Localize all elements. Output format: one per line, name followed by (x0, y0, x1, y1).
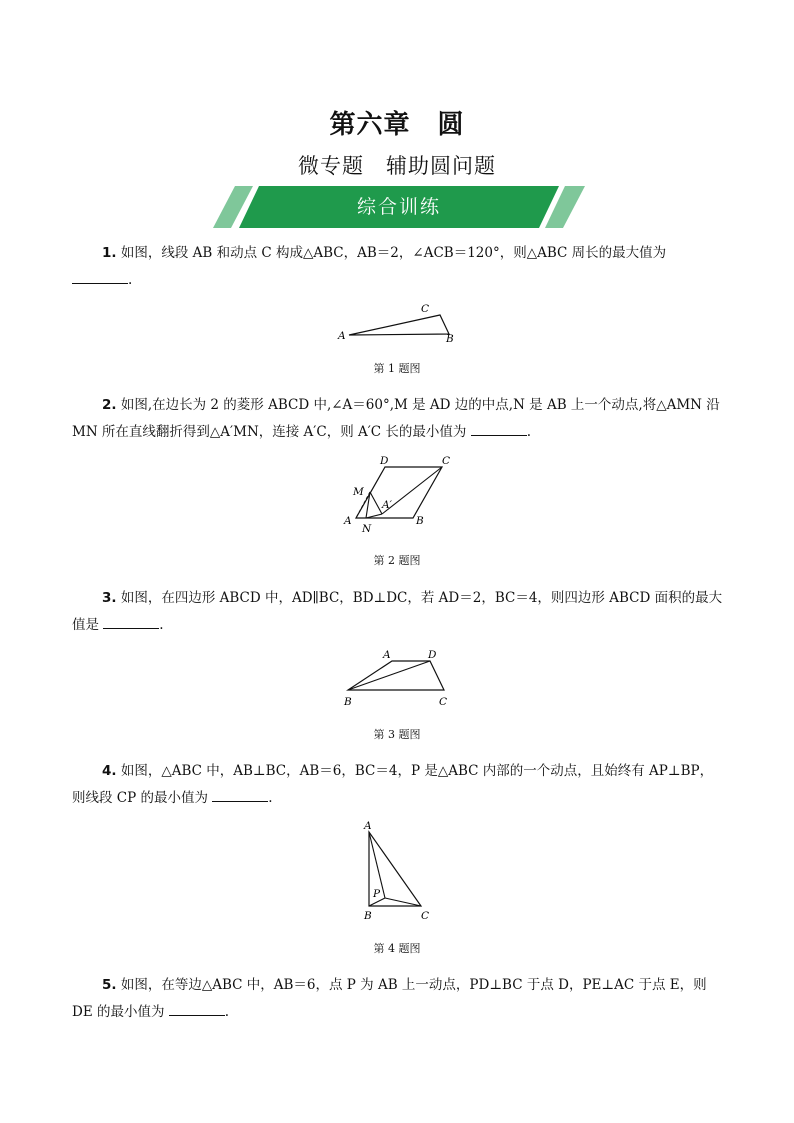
figure-4-caption: 第 4 题图 (373, 942, 421, 955)
figure-4 (355, 818, 445, 924)
label-a: A (338, 330, 346, 342)
label-d: D (428, 649, 437, 661)
label-p: P (373, 888, 381, 900)
question-number: 3. (102, 590, 117, 606)
label-a: A (344, 515, 352, 527)
question-number: 5. (102, 977, 117, 993)
section-banner-label: 综合训练 (356, 196, 441, 218)
label-d: D (380, 455, 389, 467)
page-subtitle: 微专题 辅助圆问题 (298, 154, 496, 178)
label-n: N (362, 523, 372, 535)
label-b: B (344, 696, 352, 708)
label-m: M (353, 486, 364, 498)
label-a-prime: A′ (382, 499, 392, 511)
question-number: 1. (102, 245, 117, 261)
label-c: C (439, 696, 448, 708)
question-text: 如图，在四边形 ABCD 中，AD∥BC，BD⊥DC，若 AD＝2，BC＝4，则四边形 ABCD 面积的最大值是 (72, 590, 723, 633)
question-number: 4. (102, 763, 117, 779)
label-a: A (364, 820, 372, 832)
figure-1 (330, 296, 465, 346)
question-text: 如图，△ABC 中，AB⊥BC，AB＝6，BC＝4，P 是△ABC 内部的一个动点，且始终有 AP⊥BP，则线段 CP 的最小值为 (72, 763, 714, 806)
label-b: B (364, 910, 372, 922)
question-text: 如图,在边长为 2 的菱形 ABCD 中,∠A＝60°,M 是 AD 边的中点,N 是 AB 上一个动点,将△AMN 沿 MN 所在直线翻折得到△A′MN，连接 A′C，则 A′C 长的最小值为 (72, 397, 720, 440)
label-a: A (383, 649, 391, 661)
figure-3 (340, 645, 460, 710)
answer-blank[interactable] (471, 421, 527, 436)
figure-2-caption: 第 2 题图 (373, 554, 421, 567)
figure-2 (340, 452, 460, 538)
figure-3-caption: 第 3 题图 (373, 728, 421, 741)
question-text: 如图，线段 AB 和动点 C 构成△ABC，AB＝2，∠ACB＝120°，则△ABC 周长的最大值为 (120, 245, 667, 261)
question-2: 2. 如图,在边长为 2 的菱形 ABCD 中,∠A＝60°,M 是 AD 边的中点,N 是 AB 上一个动点,将△AMN 沿 MN 所在直线翻折得到△A′MN，连接 A′C，则 A′C 长的最小值为 . (72, 397, 720, 440)
answer-blank[interactable] (103, 614, 159, 629)
question-1: 1. 如图，线段 AB 和动点 C 构成△ABC，AB＝2，∠ACB＝120°，则△ABC 周长的最大值为 . (72, 240, 724, 294)
question-text: 如图，在等边△ABC 中，AB＝6，点 P 为 AB 上一动点，PD⊥BC 于点 D，PE⊥AC 于点 E，则 DE 的最小值为 (72, 977, 707, 1020)
label-b: B (446, 333, 454, 345)
answer-blank[interactable] (169, 1001, 225, 1016)
question-number: 2. (102, 397, 117, 413)
label-b: B (416, 515, 424, 527)
question-3: 3. 如图，在四边形 ABCD 中，AD∥BC，BD⊥DC，若 AD＝2，BC＝4，则四边形 ABCD 面积的最大值是 . (72, 590, 723, 633)
answer-blank[interactable] (212, 787, 268, 802)
figure-1-caption: 第 1 题图 (373, 362, 421, 375)
question-4: 4. 如图，△ABC 中，AB⊥BC，AB＝6，BC＝4，P 是△ABC 内部的一个动点，且始终有 AP⊥BP，则线段 CP 的最小值为 . (72, 763, 714, 806)
page-title: 第六章 圆 (329, 110, 465, 140)
question-5: 5. 如图，在等边△ABC 中，AB＝6，点 P 为 AB 上一动点，PD⊥BC 于点 D，PE⊥AC 于点 E，则 DE 的最小值为 . (72, 977, 707, 1020)
label-c: C (442, 455, 451, 467)
answer-blank[interactable] (72, 269, 128, 284)
label-c: C (421, 303, 430, 315)
label-c: C (421, 910, 430, 922)
